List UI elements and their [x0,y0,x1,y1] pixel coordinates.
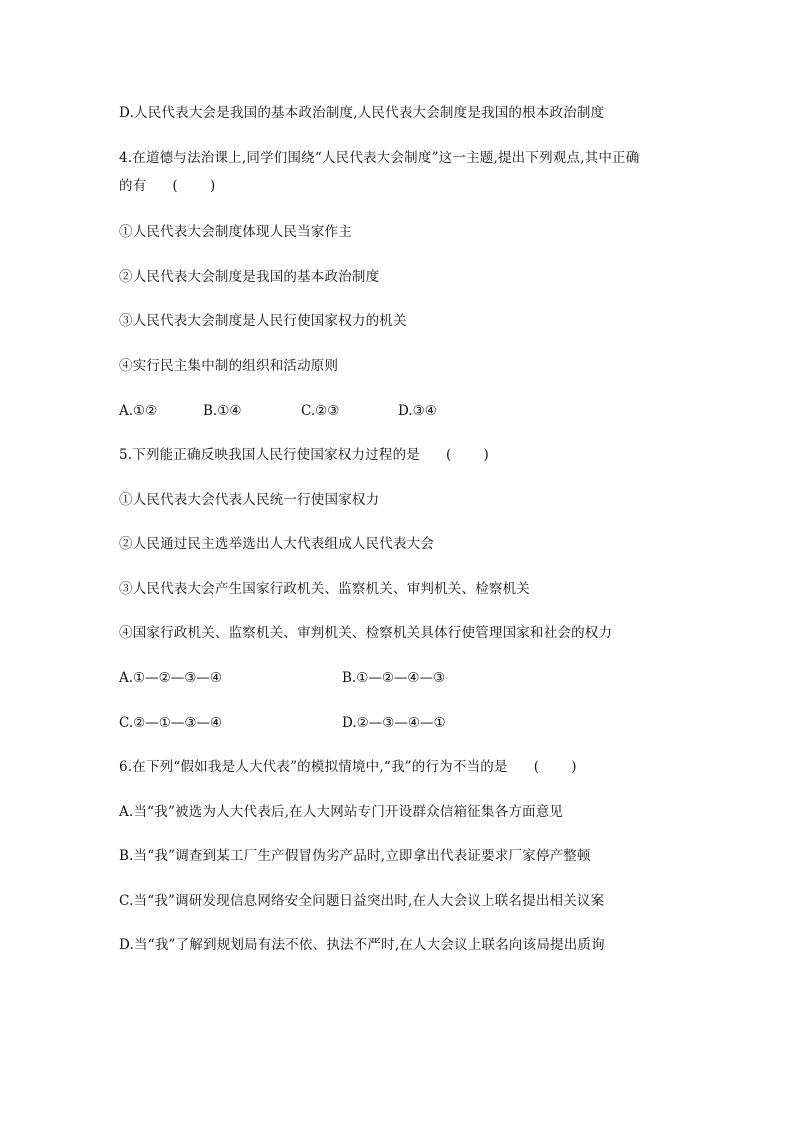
q5-stem-line [119,445,503,465]
q5-option-b: B.①—②—④—③ [342,670,446,686]
q5-item-4: ④国家行政机关、监察机关、审判机关、检察机关具体行使管理国家和社会的权力 [119,625,613,641]
q6-option-d: D.当“我”了解到规划局有法不依、执法不严时,在人大会议上联名向该局提出质询 [119,937,605,953]
q4-option-a: A.①② [119,403,158,419]
q4-answer-paren: ( ) [172,178,230,194]
q4-item-2: ②人民代表大会制度是我国的基本政治制度 [119,269,380,285]
q5-option-c: C.②—①—③—④ [119,715,223,731]
q4-item-3: ③人民代表大会制度是人民行使国家权力的机关 [119,313,407,329]
q5-item-1: ①人民代表大会代表人民统一行使国家权力 [119,492,380,508]
q6-answer-paren: ( ) [533,759,591,775]
q5-answer-paren: ( ) [445,447,503,463]
q6-stem-text: 6.在下列“假如我是人大代表”的模拟情境中,“我”的行为不当的是 [119,759,508,775]
q6-option-b: B.当“我”调查到某工厂生产假冒伪劣产品时,立即拿出代表证要求厂家停产整顿 [119,848,591,864]
q4-item-1: ①人民代表大会制度体现人民当家作主 [119,224,352,240]
q4-option-b: B.①④ [203,403,242,419]
q4-stem-line-2 [119,176,229,196]
q4-option-c: C.②③ [301,403,340,419]
q4-stem-line-1: 4.在道德与法治课上,同学们围绕“人民代表大会制度”这一主题,提出下列观点,其中正确 [119,150,640,166]
q4-option-d: D.③④ [398,403,437,419]
q4-item-4: ④实行民主集中制的组织和活动原则 [119,358,339,374]
q5-stem-text: 5.下列能正确反映我国人民行使国家权力过程的是 [119,447,420,463]
q5-option-d: D.②—③—④—① [342,715,446,731]
q5-item-3: ③人民代表大会产生国家行政机关、监察机关、审判机关、检察机关 [119,581,530,597]
q5-item-2: ②人民通过民主选举选出人大代表组成人民代表大会 [119,536,435,552]
q3-option-d: D.人民代表大会是我国的基本政治制度,人民代表大会制度是我国的根本政治制度 [119,105,605,121]
q4-stem-text: 的有 [119,178,147,194]
q6-stem-line [119,757,591,777]
q5-option-a: A.①—②—③—④ [119,670,222,686]
q6-option-a: A.当“我”被选为人大代表后,在人大网站专门开设群众信箱征集各方面意见 [119,804,564,820]
q6-option-c: C.当“我”调研发现信息网络安全问题日益突出时,在人大会议上联名提出相关议案 [119,893,605,909]
